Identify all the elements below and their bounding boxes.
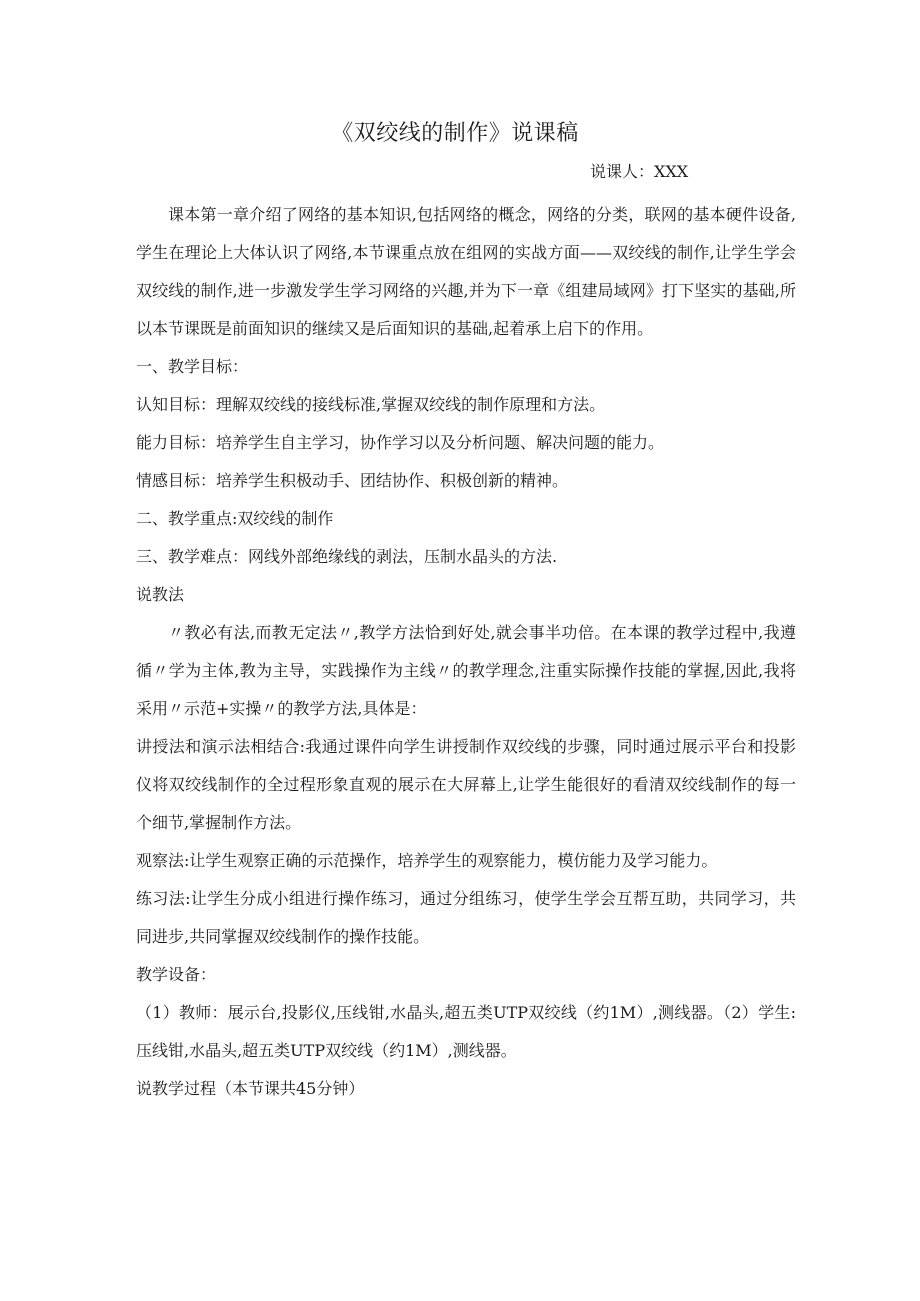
heading-teaching-process: 说教学过程（本节课共45分钟）	[136, 1079, 365, 1098]
paragraph-intro: 课本第一章介绍了网络的基本知识,包括网络的概念，网络的分类，联网的基本硬件设备,学生在理论上大体认识了网络,本节课重点放在组网的实战方面——双绞线的制作,让学生学会双绞线的制作,进一步激发学生学习网络的兴趣,并为下一章《组建局域网》打下坚实的基础,所以本节课既是前面知识的继续又是后面知识的基础,起着承上启下的作用。	[136, 205, 796, 338]
heading-key-point: 二、教学重点:双绞线的制作	[136, 509, 334, 528]
heading-teaching-method: 说教法	[136, 585, 185, 604]
heading-teaching-goals: 一、教学目标：	[136, 357, 249, 376]
paragraph-method-intro: 〃教必有法,而教无定法〃,教学方法恰到好处,就会事半功倍。在本课的教学过程中,我遵循〃学为主体,教为主导，实践操作为主线〃的教学理念,注重实际操作技能的掌握,因此,我将采用〃示范+实操〃的教学方法,具体是：	[136, 623, 796, 718]
goal-ability: 能力目标：培养学生自主学习，协作学习以及分析问题、解决问题的能力。	[136, 433, 665, 452]
paragraph-method-practice: 练习法:让学生分成小组进行操作练习，通过分组练习，使学生学会互帮互助，共同学习，共同进步,共同掌握双绞线制作的操作技能。	[136, 889, 796, 946]
goal-emotion: 情感目标：培养学生积极动手、团结协作、积极创新的精神。	[136, 471, 569, 490]
document-body	[136, 196, 796, 1108]
document-title: 《双绞线的制作》说课稿	[331, 121, 579, 146]
paragraph-equipment-list: （1）教师：展示台,投影仪,压线钳,水晶头,超五类UTP双绞线（约1M）,测线器。（2）学生:压线钳,水晶头,超五类UTP双绞线（约1M）,测线器。	[136, 1003, 796, 1060]
speaker-line: 说课人：XXX	[590, 162, 689, 181]
heading-difficulty: 三、教学难点：网线外部绝缘线的剥法，压制水晶头的方法.	[136, 547, 558, 566]
paragraph-method-observe: 观察法:让学生观察正确的示范操作，培养学生的观察能力，模仿能力及学习能力。	[136, 851, 718, 870]
paragraph-method-lecture: 讲授法和演示法相结合:我通过课件向学生讲授制作双绞线的步骤，同时通过展示平台和投影仪将双绞线制作的全过程形象直观的展示在大屏幕上,让学生能很好的看清双绞线制作的每一个细节,掌握制作方法。	[136, 737, 796, 832]
heading-equipment: 教学设备：	[136, 965, 217, 984]
goal-cognitive: 认知目标：理解双绞线的接线标准,掌握双绞线的制作原理和方法。	[136, 395, 606, 414]
